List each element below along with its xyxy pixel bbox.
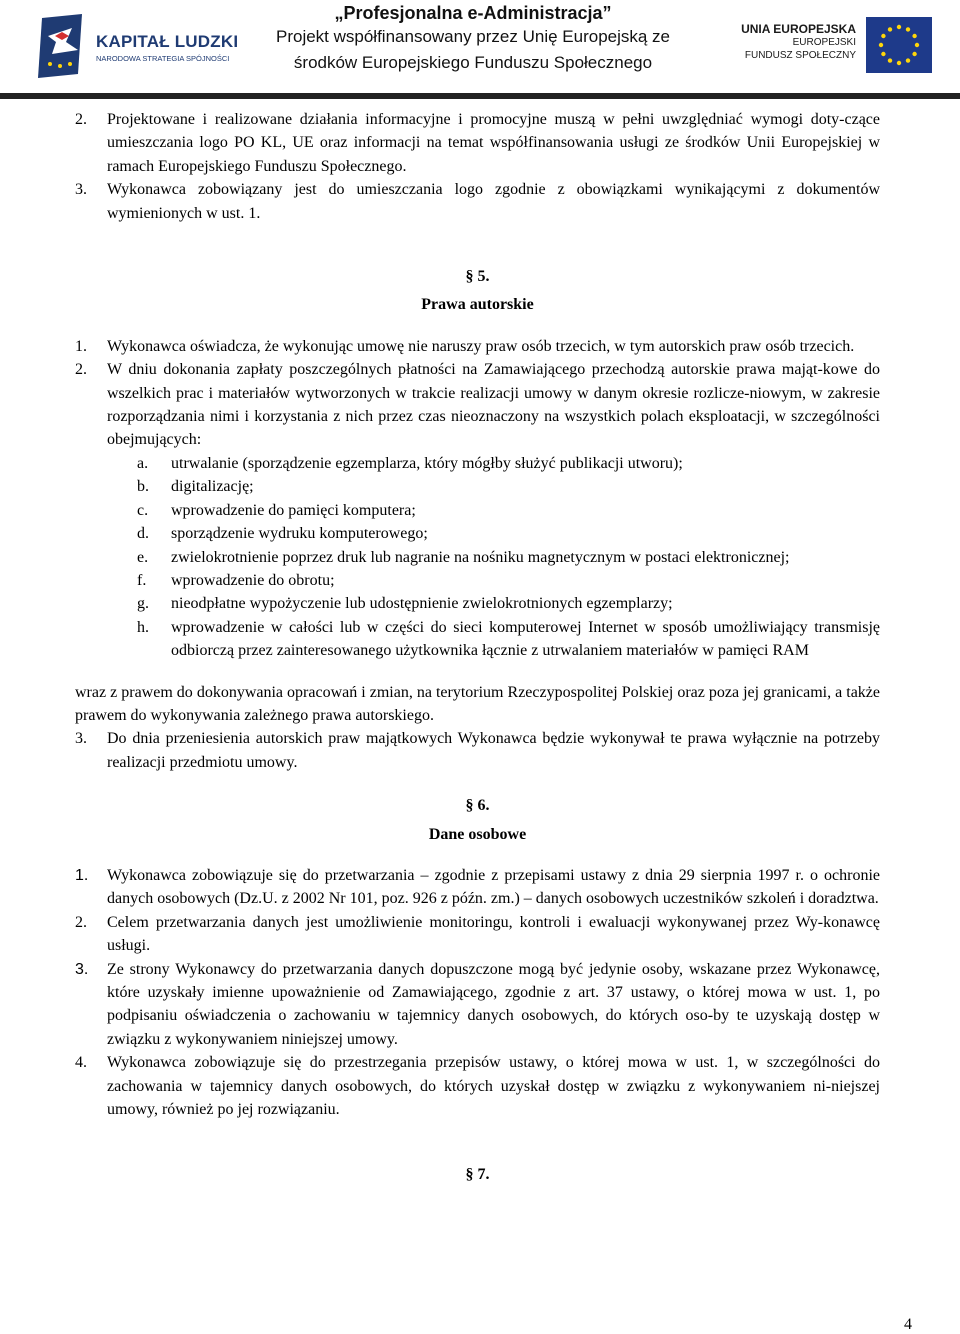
header-divider <box>0 93 960 99</box>
subitem-g <box>137 592 880 615</box>
item-text: Wykonawca oświadcza, że wykonując umowę nie naruszy praw osób trzecich, w tym autorskich praw osób trzecich. <box>107 337 855 355</box>
eu-flag-icon <box>866 17 932 73</box>
subitem-letter: c. <box>137 501 149 519</box>
section6-item-3 <box>75 958 880 1052</box>
subitem-letter: e. <box>137 548 149 566</box>
section6-item-4 <box>75 1051 880 1121</box>
section6-number: § 6. <box>465 797 490 815</box>
cofinancing-line-2: środków Europejskiego Funduszu Społecznego <box>293 53 653 72</box>
item-text: Do dnia przeniesienia autorskich praw majątkowych Wykonawca będzie wykonywał te prawa wyłącznie na potrzeby realizacji przedmiotu umowy. <box>107 730 880 771</box>
section4-item-2 <box>75 108 880 178</box>
subitem-text: digitalizację; <box>171 478 254 496</box>
item-number: 3. <box>75 181 87 199</box>
item-text: Ze strony Wykonawcy do przetwarzania danych dopuszczone mogą być jedynie osoby, wskazane przez Wykonawcę, które uzyskały imienne upoważnienie od Zamawiającego, zgodnie z art. 37 ustawy, o której mowa w ust. 1, po podpisaniu oświadczenia o zachowaniu w tajemnicy danych osobowych, do których oso-by te uzyskają dostęp w związku z wykonywaniem niniejszej umowy. <box>107 960 880 1048</box>
subitem-a <box>137 452 880 475</box>
eu-label-line-3: FUNDUSZ SPOŁECZNY <box>744 50 856 61</box>
item-text: Wykonawca zobowiązany jest do umieszczania logo zgodnie z obowiązkami wynikającymi z dokumentów wymienionych w ust. 1. <box>107 181 880 222</box>
subitem-text: wprowadzenie w całości lub w części do sieci komputerowej Internet w sposób umożliwiający transmisję odbiorczą przez zainteresowanego użytkownika łącznie z utrwalaniem materiałów w pamięci RAM <box>171 618 880 660</box>
subitem-c <box>137 499 880 522</box>
subitem-letter: h. <box>137 618 149 636</box>
cofinancing-line-1: Projekt współfinansowany przez Unię Europejską ze <box>275 27 671 46</box>
section5-number: § 5. <box>465 268 490 286</box>
subitem-letter: g. <box>137 595 149 613</box>
item-number: 2. <box>75 111 87 128</box>
project-info <box>258 2 688 76</box>
document-body <box>75 108 880 1187</box>
eu-label-line-1: UNIA EUROPEJSKA <box>741 22 856 36</box>
section7-number: § 7. <box>465 1166 490 1184</box>
section6-item-2 <box>75 911 880 958</box>
subitem-e <box>137 546 880 569</box>
item-text: Projektowane i realizowane działania informacyjne i promocyjne muszą w pełni uwzględniać wymogi doty-czące umieszczania logo PO KL, UE oraz informacji na temat współfinansowania usługi ze środków Unii Europejskiej w ramach Europejskiego Funduszu Społecznego. <box>107 111 880 175</box>
item-text: Wykonawca zobowiązuje się do przetwarzania – zgodnie z przepisami ustawy z dnia 29 sierpnia 1997 r. o ochronie danych osobowych (Dz.U. z 2002 Nr 101, poz. 926 z późn. zm.) – danych osobowych uczestników szkoleń i doradztwa. <box>107 866 880 908</box>
eu-label-line-2: EUROPEJSKI <box>792 37 856 48</box>
item-number: 2. <box>75 361 87 379</box>
item-text: Celem przetwarzania danych jest umożliwienie monitoringu, kontroli i ewaluacji wykonywanej przez Wy-konawcę usługi. <box>107 913 880 955</box>
project-name: „Profesjonalna e-Administracja” <box>334 3 612 23</box>
item-number: 3. <box>75 730 87 748</box>
page-number: 4 <box>904 1316 912 1333</box>
subitem-text: wprowadzenie do obrotu; <box>171 571 335 589</box>
subitem-text: zwielokrotnienie poprzez druk lub nagranie na nośniku magnetycznym w postaci elektronicznej; <box>171 548 790 566</box>
subitem-d <box>137 522 880 545</box>
kapital-ludzki-emblem-icon <box>38 14 86 78</box>
item-number: 1. <box>75 337 87 355</box>
item-number: 1. <box>75 866 89 884</box>
subitem-letter: a. <box>137 454 149 472</box>
section5-item-3 <box>75 727 880 774</box>
eu-fund-label <box>716 22 856 62</box>
section5-closing-paragraph: wraz z prawem do dokonywania opracowań i zmian, na terytorium Rzeczypospolitej Polskiej oraz poza jej granicami, a także prawem do wykonywania zależnego prawa autorskiego. <box>75 683 880 724</box>
subitem-letter: b. <box>137 478 149 496</box>
subitem-text: nieodpłatne wypożyczenie lub udostępnienie zwielokrotnionych egzemplarzy; <box>171 595 673 613</box>
subitem-f <box>137 569 880 592</box>
item-number: 2. <box>75 913 87 931</box>
section5-item-1 <box>75 335 880 358</box>
section5-title: Prawa autorskie <box>421 296 534 314</box>
section4-item-3 <box>75 178 880 225</box>
section6-item-1 <box>75 864 880 911</box>
document-header <box>0 0 960 100</box>
subitem-text: sporządzenie wydruku komputerowego; <box>171 525 428 543</box>
kapital-ludzki-subtitle: NARODOWA STRATEGIA SPÓJNOŚCI <box>96 54 230 63</box>
section6-title: Dane osobowe <box>428 825 527 843</box>
section5-item-2 <box>75 358 880 452</box>
item-text: W dniu dokonania zapłaty poszczególnych płatności na Zamawiającego przechodzą autorskie prawa mająt-kowe do wszelkich prac i materiałów wytworzonych w trakcie realizacji umowy w danym okresie rozlicze-niowym, w zakresie rozporządzania nimi i korzystania z nich przez czas nieoznaczony na wszystkich polach eksploatacji, w szczególności obejmujących: <box>107 361 880 449</box>
subitem-text: wprowadzenie do pamięci komputera; <box>171 501 416 519</box>
subitem-b <box>137 475 880 498</box>
subitem-text: utrwalanie (sporządzenie egzemplarza, który mógłby służyć publikacji utworu); <box>171 454 683 472</box>
item-number: 3. <box>75 960 89 978</box>
kapital-ludzki-logo <box>38 14 248 80</box>
subitem-letter: d. <box>137 525 149 543</box>
subitem-letter: f. <box>137 571 147 589</box>
item-number: 4. <box>75 1054 87 1072</box>
kapital-ludzki-title: KAPITAŁ LUDZKI <box>96 32 239 51</box>
item-text: Wykonawca zobowiązuje się do przestrzegania przepisów ustawy, o której mowa w ust. 1, w szczególności do zachowania w tajemnicy danych osobowych, do których uzyskał dostęp w związku z wykonywaniem ni-niejszej umowy, również po jej rozwiązaniu. <box>107 1054 880 1119</box>
subitem-h <box>137 616 880 663</box>
